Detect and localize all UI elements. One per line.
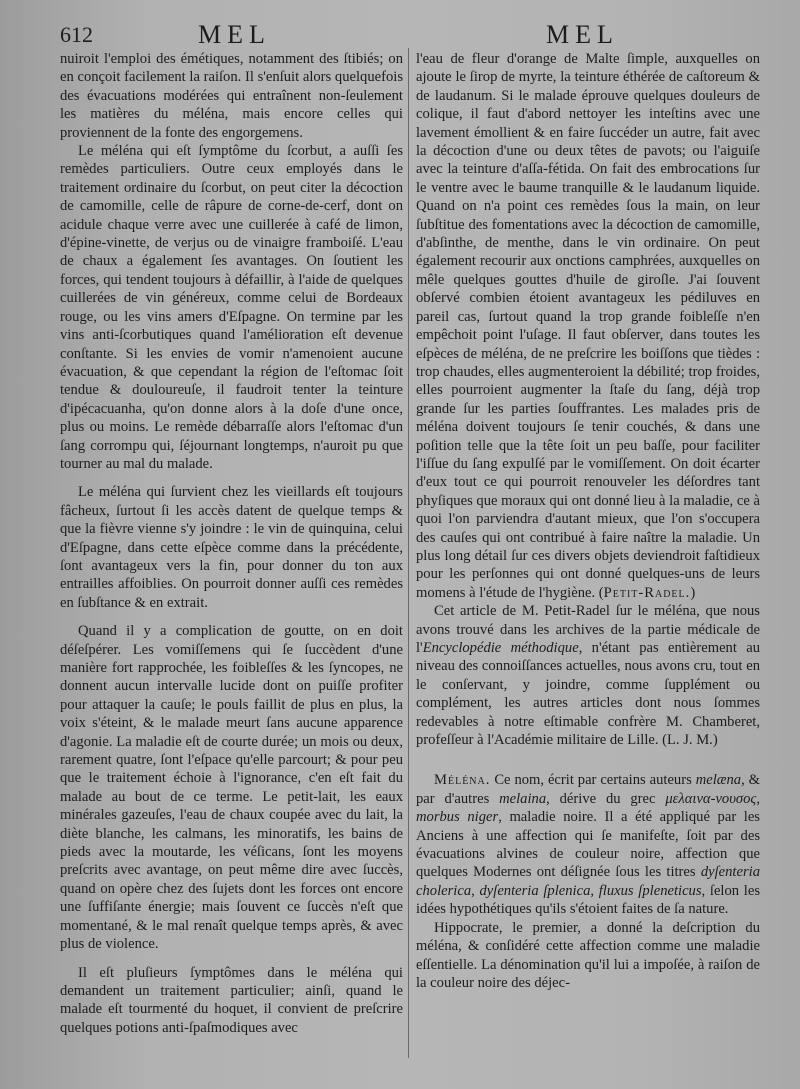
running-header (60, 18, 780, 52)
left-column (60, 50, 403, 1037)
author-signature: Petit-Radel. (603, 584, 691, 601)
right-column (416, 50, 760, 992)
entry-text: , (756, 790, 760, 807)
entry-text: , (590, 882, 599, 899)
paragraph: Hippocrate, le premier, a donné la deſcription du méléna, & conſidéré cette affection comme une maladie eſſentielle. La dénomination qu'il lui a impoſée, à raiſon de la couleur noire des déjec- (416, 919, 760, 991)
page-number: 612 (60, 22, 93, 47)
book-title: Encyclopédie méthodique (422, 640, 579, 656)
entry-text: , maladie noire. Il a été appliqué par les Anciens à une affection qui ſe manifeſte, ſoit par des évacuations alvines de couleur noire, affection que quelques Modernes ont déſignée ſous les titres (416, 809, 760, 881)
entry-text: , dérive du grec (546, 790, 666, 807)
italic-term: melaina (499, 790, 547, 807)
paragraph: nuiroit l'emploi des émétiques, notamment des ſtibiés; on en conçoit facilement la raiſon. Il s'enſuit alors quelquefois des évacuations modérées qui entraînent non-ſeulement les matières du méléna, mais encore celles qui proviennent de la fonte des engorgemens. (60, 51, 403, 141)
editor-note (416, 602, 760, 749)
paragraph: Il eſt pluſieurs ſymptômes dans le méléna qui demandent un traitement particulier; ainſi, quand le malade eſt tourmenté du hoquet, il convient de preſcrire quelques potions anti-ſpaſmodiques avec (60, 964, 403, 1036)
paragraph-tail: , n'étant pas entièrement au niveau des connoiſſances actuelles, nous avons cru, tout en le conſervant, y joindre, comme ſupplément ou complément, les autres articles dont nous ſommes redevables à notre eſtimable confrère M. Chamberet, profeſſeur à l'Académie militaire de Lille. (L. J. M.) (416, 640, 760, 749)
column-divider (408, 48, 409, 1058)
paragraph: Le méléna qui eſt ſymptôme du ſcorbut, a auſſi ſes remèdes particuliers. Outre ceux employés dans le traitement ordinaire du ſcorbut, on peut citer la décoction de camomille, celle de râpure de corne-de-cerf, dont on acidule chaque verre avec une cuillerée à café de limon, d'épine-vinette, de verjus ou de vinaigre framboiſé. L'eau de chaux a également ſes avantages. On ſoutient les forces, qui tendent toujours à défaillir, à l'aide de quelques cuillerées de vin généreux, comme celui de Bordeaux rouge, ou les vins amers d'Eſpagne. On termine par les vins anti-ſcorbutiques quand l'amélioration eſt devenue conſtante. Si les envies de vomir n'amenoient aucune évacuation, & que cependant la région de l'eſtomac ſoit tendue & douloureuſe, il faudroit tenter la teinture d'ipécacuanha, qu'on donne alors à la doſe d'une once, plus ou moins. Le remède débarraſſe alors l'eſtomac d'un ſang corrompu qui, ſéjournant longtemps, n'auroit pu que tourner au mal du malade. (60, 143, 403, 472)
italic-term: fluxus ſpleneticus (598, 882, 702, 899)
paragraph-tail: ) (690, 584, 696, 601)
paragraph-text: l'eau de fleur d'orange de Malte ſimple, auxquelles on ajoute le ſirop de myrte, la teinture éthérée de caſtoreum & de laudanum. Si le malade éprouve quelques douleurs de colique, il faut d'abord nettoyer les inteſtins avec une lavement émollient & en faire ſuccéder un autre, fait avec la décoction d'une ou deux têtes de pavots; ou l'aiguiſe avec la teinture d'aſſa-fétida. On fait des embrocations ſur le ventre avec le baume tranquille & le laudanum liquide. Quand on n'a point ces remèdes ſous la main, on leur ſubſtitue des fomentations avec la décoction de camomille, d'abſinthe, de menthe, dans le vin ordinaire. On peut également recourir aux onctions camphrées, auxquelles on mêle quelques gouttes d'huile de giroſle. J'ai ſouvent obſervé combien étoient avantageux les pédiluves en pareil cas, ſurtout quand la trop grande foibleſſe n'en empêchoit point l'uſage. Il faut obſerver, dans toutes les eſpèces de méléna, de ne preſcrire les boiſſons que tièdes : trop chaudes, elles augmenteroient la débilité; trop froides, elles pourroient augmenter la ſtaſe du ſang, déjà trop grande ſur les parties ſouffrantes. Les malades pris de méléna doivent toujours ſe tenir couchés, & dans une poſition telle que la tête ſoit un peu baſſe, pour faciliter l'iſſue du ſang expulſé par le vomiſſement. On doit écarter d'eux tout ce qui pourroit renouveler les déſordres tant phyſiques que moraux qui ont donné lieu à la maladie, ce à quoi l'on parviendra d'autant mieux, que l'on s'occupera des cauſes qui ont contribué à faire naître la maladie. Un plus long détail ſur ces divers objets deviendroit faſtidieux pour les perſonnes qui ont donné quelques-uns de leurs momens à l'étude de l'hygiène. ( (416, 51, 760, 601)
dictionary-entry (416, 771, 760, 918)
entry-text: Ce nom, écrit par certains auteurs (490, 772, 696, 789)
paragraph (416, 50, 760, 602)
italic-term: dyſenteria cholerica (416, 864, 760, 899)
paragraph-text: Cet article de M. Petit-Radel ſur le méléna, que nous avons trouvé dans les archives de la partie médicale de l' (416, 603, 760, 656)
italic-term: morbus niger (416, 809, 499, 826)
paragraph: Quand il y a complication de goutte, on en doit déſeſpérer. Les vomiſſemens qui ſe ſuccèdent d'une manière fort rapprochée, les foibleſſes & les ſyncopes, ne donnent aucun intervalle lucide dont on puiſſe profiter pour attaquer la cauſe; le pouls faillit de plus en plus, la voix s'éteint, & le malade meurt ſans aucune apparence d'agonie. La maladie eſt de courte durée; un mois ou deux, rarement quatre, ſont l'eſpace qu'elle parcourt; & pour peu que le traitement échoie à l'ignorance, c'en eſt fait du malade au bout de ce terme. Le petit-lait, les eaux minérales gazeuſes, l'eau de chaux coupée avec du lait, la diète blanche, les calmans, les minoratifs, les bains de pieds avec la moutarde, les véſicans, ſont les moyens preſcrits avec avantage, on peut même dire avec ſuccès, quand on opère chez des ſujets dont les forces ont encore une ſuffiſante énergie; mais ſouvent ce ſuccès n'eſt que momentané, & le mal renaît quelque temps après, & avec plus de violence. (60, 623, 403, 953)
entry-text: , & par d'autres (416, 772, 761, 807)
running-head-right: MEL (546, 20, 619, 49)
italic-term: melæna (695, 772, 742, 789)
italic-term: μελαινα-νουσος (665, 790, 757, 807)
entry-text: , (471, 882, 480, 899)
headword: Méléna. (434, 772, 491, 789)
entry-text: , ſelon les idées hypothétiques qu'ils s'étoient faites de ſa nature. (416, 882, 760, 918)
running-head-left: MEL (198, 20, 271, 49)
italic-term: dyſenteria ſplenica (479, 882, 591, 899)
paragraph: Le méléna qui ſurvient chez les vieillards eſt toujours fâcheux, ſurtout ſi les accès datent de quelque temps & que la fièvre vienne s'y joindre : le vin de quinquina, celui d'Eſpagne, dans cette eſpèce comme dans la précédente, ſont avantageux vers la fin, pour donner du ton aux entrailles affoiblies. On pourroit donner auſſi ces remèdes en ſubſtance & en extrait. (60, 484, 403, 611)
